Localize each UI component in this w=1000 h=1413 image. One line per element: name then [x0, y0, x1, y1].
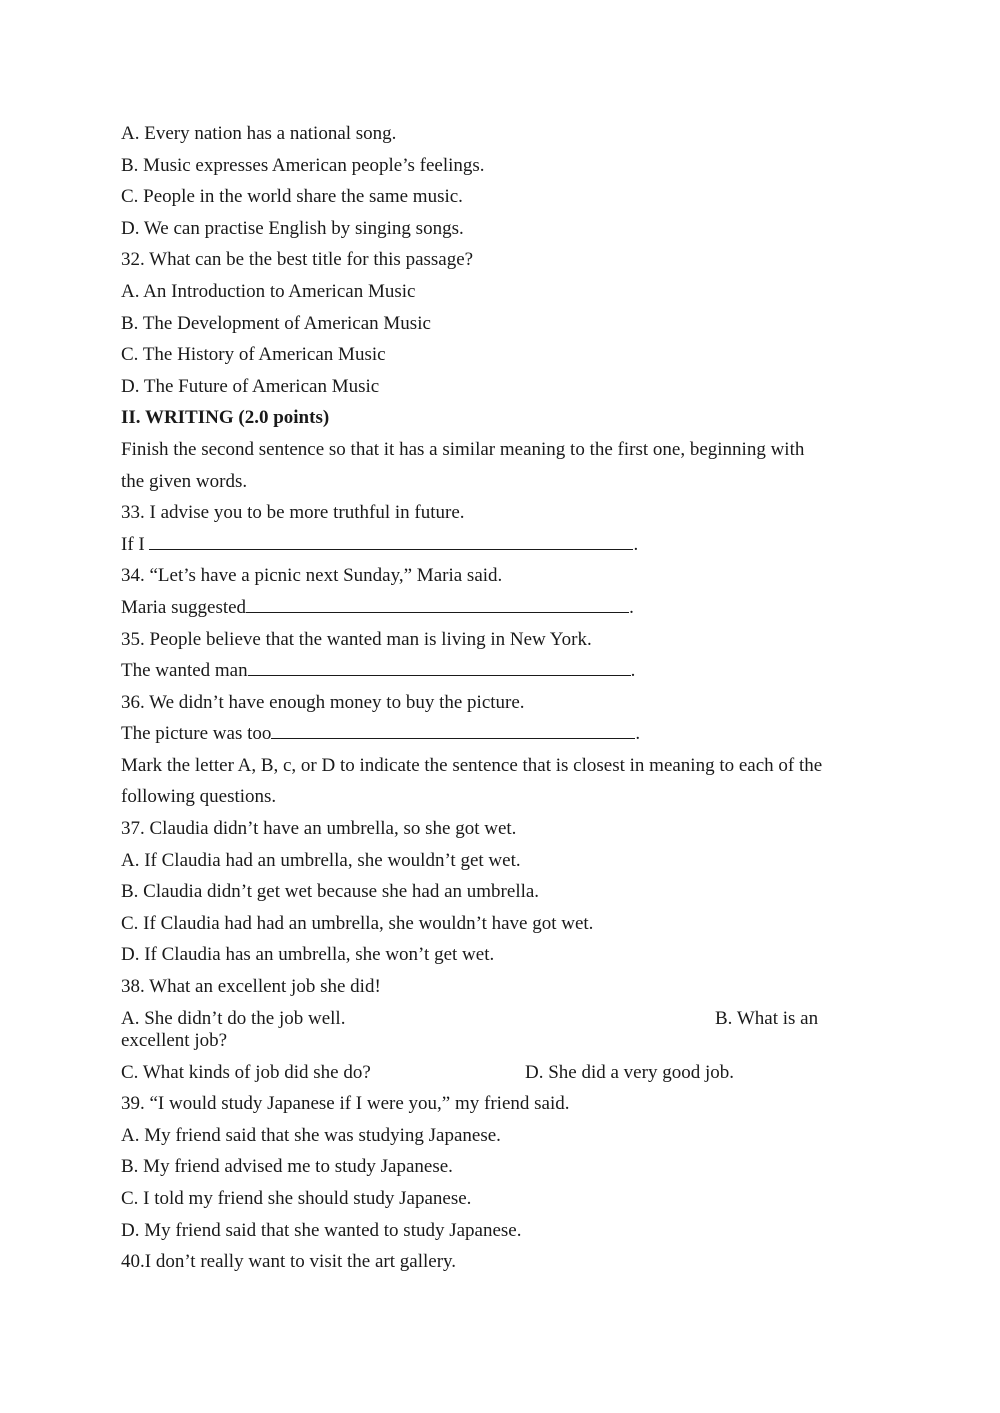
q33-period: .	[633, 533, 639, 555]
q36-prompt: The picture was too	[121, 723, 272, 745]
q36-period: .	[635, 723, 641, 745]
q33-prompt: If I	[121, 533, 150, 555]
q35-period: .	[630, 660, 636, 682]
q34-prompt: Maria suggested	[121, 596, 247, 618]
q34-answer-blank[interactable]	[246, 592, 629, 613]
q38-options-cd	[121, 1057, 881, 1089]
q31-option-c: C. People in the world share the same music.	[121, 186, 463, 208]
q37-option-c: C. If Claudia had had an umbrella, she wouldn’t have got wet.	[121, 912, 594, 934]
q33-question: 33. I advise you to be more truthful in future.	[121, 502, 465, 524]
q34-answer-line	[121, 592, 881, 624]
q39-option-d: D. My friend said that she wanted to study Japanese.	[121, 1219, 522, 1241]
q32-option-b: B. The Development of American Music	[121, 312, 431, 334]
q35-question: 35. People believe that the wanted man is living in New York.	[121, 628, 592, 650]
q35-answer-blank[interactable]	[248, 655, 631, 676]
q39-question: 39. “I would study Japanese if I were you,” my friend said.	[121, 1093, 570, 1115]
q37-question: 37. Claudia didn’t have an umbrella, so she got wet.	[121, 818, 517, 840]
q34-question: 34. “Let’s have a picnic next Sunday,” Maria said.	[121, 565, 503, 587]
q37-option-a: A. If Claudia had an umbrella, she wouldn’t get wet.	[121, 849, 521, 871]
q38-options-ab	[121, 1003, 881, 1057]
q38-option-c: C. What kinds of job did she do?	[121, 1061, 371, 1083]
q33-answer-blank[interactable]	[149, 529, 633, 550]
q31-option-d: D. We can practise English by singing songs.	[121, 217, 464, 239]
q32-option-a: A. An Introduction to American Music	[121, 280, 416, 302]
q38-option-b: B. What is an	[715, 1007, 819, 1029]
q32-question: 32. What can be the best title for this passage?	[121, 249, 474, 271]
q36-answer-line	[121, 718, 881, 750]
q37-option-b: B. Claudia didn’t get wet because she had an umbrella.	[121, 881, 540, 903]
q37-option-d: D. If Claudia has an umbrella, she won’t get wet.	[121, 944, 495, 966]
q35-prompt: The wanted man	[121, 660, 248, 682]
q31-option-a: A. Every nation has a national song.	[121, 123, 397, 144]
writing-heading: II. WRITING (2.0 points)	[121, 407, 330, 429]
document-content	[121, 118, 881, 1278]
q34-period: .	[629, 596, 634, 618]
q38-option-d: D. She did a very good job.	[525, 1061, 734, 1083]
mark-instruction: Mark the letter A, B, c, or D to indicate the sentence that is closest in meaning to each of the following questions.	[121, 754, 823, 808]
q36-question: 36. We didn’t have enough money to buy the picture.	[121, 691, 525, 713]
q35-answer-line	[121, 655, 881, 687]
q40-question: 40.I don’t really want to visit the art gallery.	[121, 1251, 457, 1273]
q39-option-c: C. I told my friend she should study Japanese.	[121, 1188, 472, 1209]
writing-instruction: Finish the second sentence so that it has a similar meaning to the first one, beginning with the given words.	[121, 438, 805, 492]
q31-option-b: B. Music expresses American people’s feelings.	[121, 154, 485, 176]
q38-question: 38. What an excellent job she did!	[121, 976, 381, 998]
q39-option-a: A. My friend said that she was studying Japanese.	[121, 1124, 501, 1146]
q32-option-c: C. The History of American Music	[121, 344, 386, 366]
q33-answer-line	[121, 529, 881, 561]
q39-option-b: B. My friend advised me to study Japanese.	[121, 1156, 453, 1178]
q32-option-d: D. The Future of American Music	[121, 375, 380, 397]
q36-answer-blank[interactable]	[271, 718, 635, 739]
q38-option-a: A. She didn’t do the job well.	[121, 1007, 346, 1029]
q38-option-b-continued: excellent job?	[121, 1029, 228, 1051]
